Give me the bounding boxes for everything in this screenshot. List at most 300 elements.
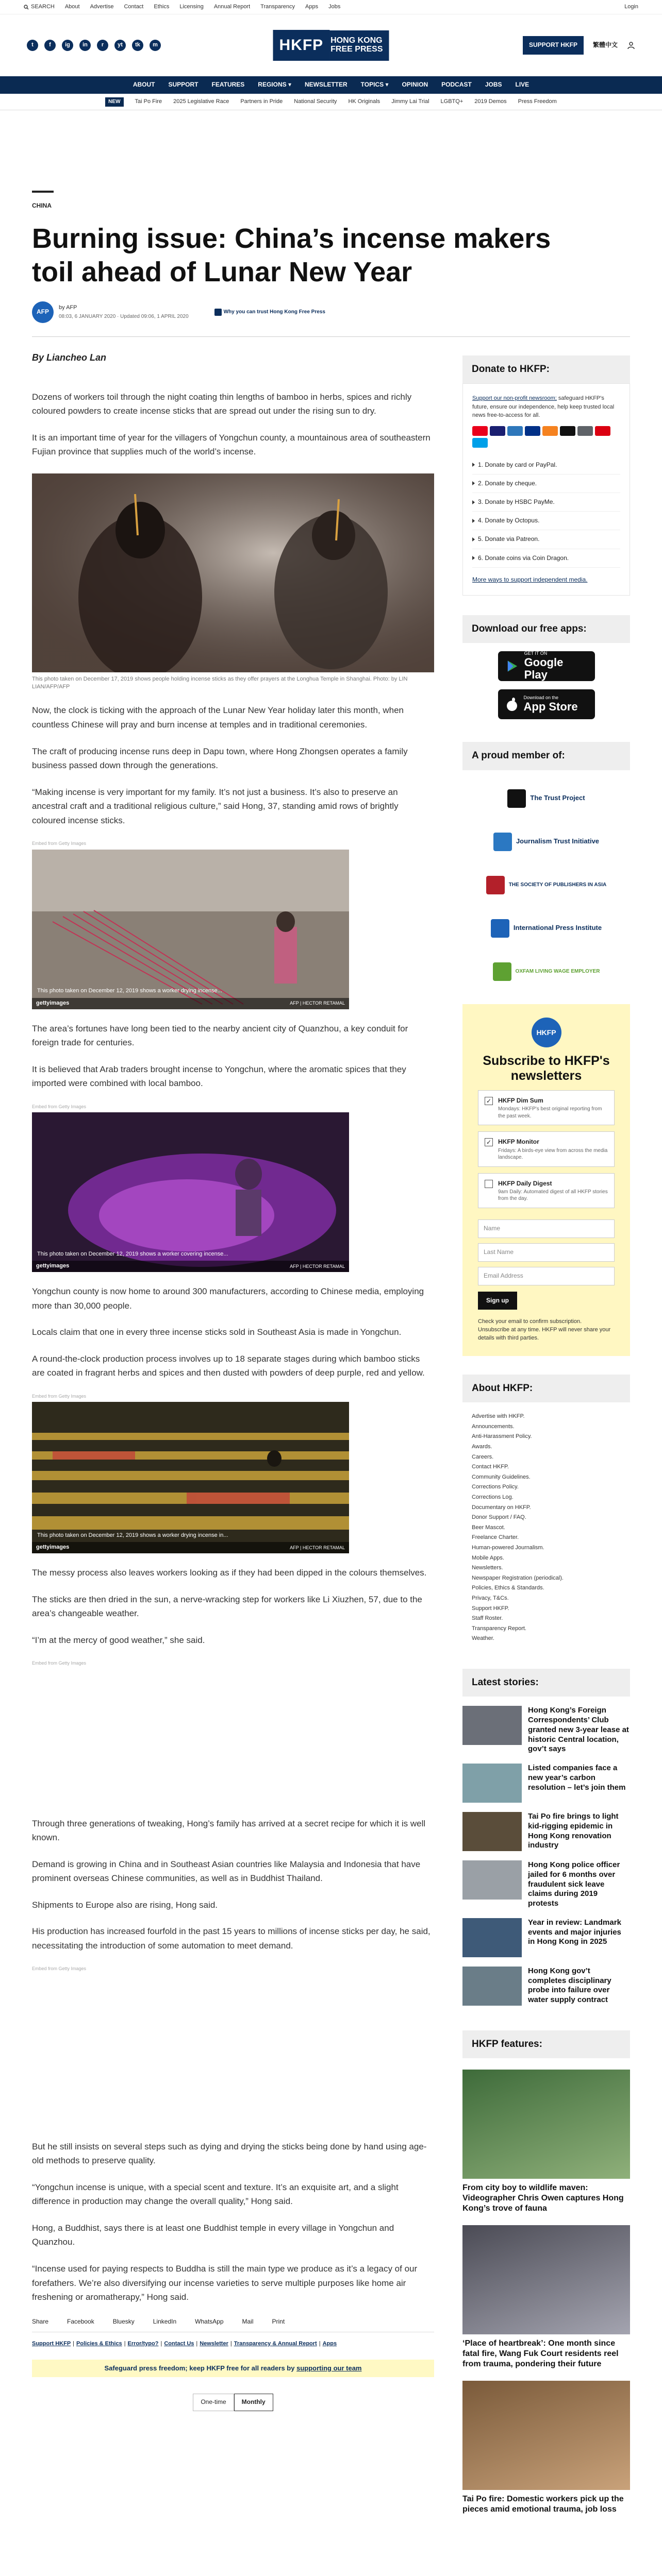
- sub-nav: [0, 94, 662, 110]
- donate-method-label: 3. Donate by HSBC PayMe.: [478, 498, 555, 506]
- subnav-item[interactable]: Jimmy Lai Trial: [391, 98, 429, 105]
- discover-icon: [542, 426, 558, 436]
- about-link[interactable]: [472, 1563, 621, 1573]
- more-ways-link[interactable]: More ways to support independent media.: [472, 575, 588, 583]
- temple-prayer-photo: [32, 473, 434, 672]
- subnav-item[interactable]: HK Originals: [348, 98, 380, 105]
- getty-embed-label: Embed from Getty Images: [32, 1660, 87, 1666]
- payment-cards: [472, 426, 620, 448]
- top-utility-bar: [0, 0, 662, 14]
- newsletter-desc: Fridays: A birds-eye view from across the media landscape.: [498, 1147, 608, 1161]
- social-icon[interactable]: yt: [114, 40, 126, 51]
- language-toggle[interactable]: 繁體中文: [592, 41, 618, 49]
- paragraph: Shipments to Europe also are rising, Hong said.: [32, 1900, 218, 1910]
- paragraph: His production has increased fourfold in the past 15 years to millions of incense sticks per day, he said, necessitating the introduction of some automation to meet demand.: [32, 1926, 431, 1951]
- story-thumbnail[interactable]: [462, 1764, 522, 1803]
- footer-link-separator: |: [73, 2340, 75, 2347]
- paragraph: “Incense used for paying respects to Buddha is still the main type we produce as it’s a legacy of our forefathers. We’re also diversifying our incense varieties to serve multiple purposes like home air freshening or aromatherapy,” Hong said.: [32, 2263, 418, 2302]
- about-link-label: Privacy, T&Cs.: [472, 1595, 509, 1601]
- photo-caption: This photo taken on December 17, 2019 shows people holding incense sticks as they offer prayers at the Longhua Temple in Shanghai. Photo: by LIN LIAN/AFP/AFP: [32, 675, 408, 690]
- topbar-links: [65, 3, 340, 12]
- topbar-link[interactable]: Jobs: [328, 3, 341, 10]
- donate-method[interactable]: [472, 530, 620, 549]
- donate-intro-text: safeguard HKFP's future, ensure our independence, help keep trusted local news free-to-access for all.: [472, 395, 615, 419]
- newsletter-badge: HKFP: [532, 1018, 561, 1047]
- safeguard-text: Safeguard press freedom; keep HKFP free for all readers by: [104, 2364, 295, 2372]
- about-links: [462, 1402, 630, 1653]
- getty-credit: AFP | HECTOR RETAMAL: [290, 1545, 345, 1550]
- about-link-label: Anti-Harassment Policy.: [472, 1433, 532, 1440]
- getty-caption: This photo taken on December 12, 2019 shows a worker drying incense in...: [37, 1532, 228, 1538]
- mastercard-icon: [472, 426, 488, 436]
- about-link[interactable]: [472, 1422, 621, 1432]
- nav-item[interactable]: FEATURES: [211, 81, 245, 89]
- trust-shield-icon: [214, 309, 222, 316]
- getty-credit: AFP | HECTOR RETAMAL: [290, 1001, 345, 1006]
- paragraph: The craft of producing incense runs deep in Dapu town, where Hong Zhongsen operates a family business passed down through the generations.: [32, 746, 408, 771]
- getty-credit: AFP | HECTOR RETAMAL: [290, 1263, 345, 1269]
- about-link[interactable]: [472, 1604, 621, 1614]
- app-store-line2: App Store: [523, 700, 578, 714]
- logo-line-2: FREE PRESS: [330, 45, 383, 54]
- paragraph: It is an important time of year for the villagers of Yongchun county, a mountainous area of southeastern Fujian province that supplies much of the world’s incense.: [32, 432, 431, 457]
- feature-story[interactable]: [462, 2225, 630, 2369]
- sopa-label: THE SOCIETY OF PUBLISHERS IN ASIA: [508, 882, 607, 888]
- about-link-label: Mobile Apps.: [472, 1554, 504, 1561]
- article-author: By Liancheo Lan: [32, 352, 107, 363]
- safeguard-link[interactable]: supporting our team: [296, 2364, 362, 2372]
- newsletter-option[interactable]: [478, 1131, 615, 1166]
- newsletter-title: Subscribe to HKFP's newsletters: [483, 1053, 610, 1083]
- about-link[interactable]: [472, 1553, 621, 1564]
- site-logo[interactable]: [273, 30, 389, 61]
- article-date: 08:03, 6 JANUARY 2020 · Updated 09:06, 1 APRIL 2020: [59, 313, 189, 319]
- about-link[interactable]: [472, 1573, 621, 1584]
- paragraph: Demand is growing in China and in Southeast Asian countries like Malaysia and Indonesia that have prominent overseas Chinese communities, as well as in Buddhist Thailand.: [32, 1859, 421, 1884]
- donation-frequency-toggle: [32, 2394, 434, 2411]
- donate-method-label: 2. Donate by cheque.: [478, 479, 537, 487]
- payme-icon: [595, 426, 610, 436]
- purple-dust-worker-photo: [32, 1112, 349, 1272]
- latest-story[interactable]: [462, 1812, 630, 1851]
- sopa-logo[interactable]: [462, 870, 630, 900]
- about-link[interactable]: [472, 1472, 621, 1483]
- about-link[interactable]: [472, 1523, 621, 1533]
- story-thumbnail[interactable]: [462, 1967, 522, 2006]
- feature-story[interactable]: [462, 2381, 630, 2515]
- paragraph: The area’s fortunes have long been tied to the nearby ancient city of Quanzhou, a key conduit for foreign trade for centuries.: [32, 1023, 408, 1048]
- subnav-item[interactable]: LGBTQ+: [440, 98, 464, 105]
- about-link-label: Support HKFP.: [472, 1605, 509, 1612]
- story-title[interactable]: Hong Kong’s Foreign Correspondents’ Club granted new 3-year lease at historic Central location, gov’t says: [528, 1706, 629, 1754]
- sign-up-button[interactable]: Sign up: [478, 1292, 517, 1310]
- newsletter-option[interactable]: [478, 1173, 615, 1208]
- paragraph: Hong, a Buddhist, says there is at least one Buddhist temple in every village in Yongchun and Quanzhou.: [32, 2223, 394, 2247]
- search-icon: [24, 5, 29, 10]
- trust-project-mark: [507, 789, 526, 808]
- google-play-button[interactable]: [498, 651, 595, 681]
- checkbox[interactable]: ✓: [485, 1097, 493, 1105]
- latest-story[interactable]: [462, 1918, 630, 1957]
- about-link[interactable]: [472, 1624, 621, 1634]
- footer-link[interactable]: Apps: [322, 2340, 337, 2347]
- about-link[interactable]: [472, 1482, 621, 1493]
- topbar-link[interactable]: About: [64, 3, 80, 10]
- oxfam-mark: [493, 962, 511, 981]
- story-thumbnail[interactable]: [462, 1860, 522, 1900]
- footer-link[interactable]: Support HKFP: [32, 2340, 71, 2347]
- story-title[interactable]: Tai Po fire brings to light kid-rigging epidemic in Hong Kong renovation industry: [528, 1812, 619, 1850]
- about-link-label: Policies, Ethics & Standards.: [472, 1585, 544, 1591]
- social-icon[interactable]: in: [79, 40, 91, 51]
- feature-title[interactable]: From city boy to wildlife maven: Videographer Chris Owen captures Hong Kong’s trove of fauna: [462, 2183, 624, 2213]
- donate-method[interactable]: [472, 512, 620, 530]
- member-heading: A proud member of:: [462, 742, 630, 770]
- one-time-option[interactable]: One-time: [193, 2394, 234, 2411]
- account-icon[interactable]: [627, 41, 635, 49]
- topbar-link[interactable]: Advertise: [90, 3, 114, 10]
- nav-item[interactable]: LIVE: [515, 81, 529, 89]
- paragraph: The sticks are then dried in the sun, a nerve-wracking step for workers like Li Xiuzhen, 57, due to the area’s changeable weather.: [32, 1594, 422, 1619]
- getty-bar: [32, 1261, 349, 1272]
- subnav-item[interactable]: 2025 Legislative Race: [173, 98, 229, 105]
- topbar-link[interactable]: Transparency: [260, 3, 295, 10]
- topbar-link[interactable]: Ethics: [154, 3, 170, 10]
- story-title[interactable]: Listed companies face a new year’s carbon resolution – let’s join them: [528, 1764, 626, 1792]
- nav-item[interactable]: REGIONS ▾: [258, 81, 291, 89]
- google-play-line2: Google Play: [524, 656, 564, 682]
- incense-drying-photo: [32, 850, 349, 1009]
- newsletter-name: HKFP Dim Sum: [498, 1097, 543, 1105]
- social-icon[interactable]: f: [44, 40, 56, 51]
- paragraph: Yongchun county is now home to around 300 manufacturers, according to Chinese media, employing more than 30,000 people.: [32, 1286, 424, 1311]
- nav-item[interactable]: NEWSLETTER: [304, 81, 347, 89]
- author-avatar[interactable]: AFP: [32, 301, 54, 323]
- arrow-right-icon: [472, 463, 475, 467]
- article-body: [32, 337, 434, 2515]
- byline: [32, 301, 630, 323]
- footer-link-separator: |: [160, 2340, 162, 2347]
- donate-method-label: 4. Donate by Octopus.: [478, 517, 540, 524]
- octopus-icon: [472, 438, 488, 448]
- search-link[interactable]: [24, 3, 55, 12]
- getty-logo: gettyimages: [36, 999, 70, 1006]
- share-link[interactable]: Bluesky: [112, 2317, 135, 2325]
- article-footer-links: [32, 2340, 434, 2349]
- donate-intro-link[interactable]: Support our non-profit newsroom;: [472, 395, 557, 402]
- support-hkfp-button[interactable]: SUPPORT HKFP: [523, 36, 584, 54]
- arrow-right-icon: [472, 537, 475, 541]
- donate-heading: Donate to HKFP:: [462, 355, 630, 383]
- ipi-label: International Press Institute: [513, 924, 602, 932]
- story-title[interactable]: Hong Kong police officer jailed for 6 months over fraudulent sick leave claims during 2019 protests: [528, 1860, 620, 1908]
- article-title: Burning issue: China’s incense makers toil ahead of Lunar New Year: [32, 223, 551, 287]
- oxfam-label: OXFAM LIVING WAGE EMPLOYER: [515, 968, 600, 974]
- donate-methods: [472, 456, 620, 568]
- getty-embed-3[interactable]: [32, 1402, 349, 1553]
- subnav-item[interactable]: Partners in Pride: [240, 98, 283, 105]
- newsletter-fine-print: Check your email to confirm subscription. Unsubscribe at any time. HKFP will never share your details with third parties.: [478, 1318, 611, 1341]
- getty-embed-2[interactable]: [32, 1112, 349, 1272]
- apple-icon: [505, 697, 519, 711]
- about-link-label: Corrections Log.: [472, 1494, 514, 1500]
- feature-image[interactable]: [462, 2225, 630, 2334]
- share-link[interactable]: Facebook: [67, 2317, 94, 2325]
- oxfam-logo[interactable]: [462, 957, 630, 987]
- latest-heading: Latest stories:: [462, 1669, 630, 1697]
- subnav-item[interactable]: 2019 Demos: [474, 98, 507, 105]
- main-nav: [0, 76, 662, 94]
- paragraph: Dozens of workers toil through the night coating thin lengths of bamboo in herbs, spices and richly coloured powders to create incense sticks that are spread out under the rising sun to dry.: [32, 392, 412, 416]
- why-trust-link[interactable]: [214, 308, 325, 316]
- nav-item[interactable]: ABOUT: [133, 81, 155, 89]
- about-link[interactable]: [472, 1614, 621, 1624]
- getty-embed-placeholder: [32, 1667, 434, 1804]
- latest-story[interactable]: [462, 1764, 630, 1803]
- subnav-item[interactable]: National Security: [294, 98, 337, 105]
- feature-image[interactable]: [462, 2381, 630, 2490]
- byline-author[interactable]: by AFP: [59, 304, 77, 311]
- social-icon[interactable]: r: [97, 40, 108, 51]
- footer-link[interactable]: Error/typo?: [127, 2340, 159, 2347]
- footer-link[interactable]: Newsletter: [200, 2340, 228, 2347]
- about-link[interactable]: [472, 1513, 621, 1523]
- logo-mark: HKFP: [273, 30, 329, 61]
- arrow-right-icon: [472, 519, 475, 523]
- ipi-logo[interactable]: [462, 913, 630, 943]
- search-label: SEARCH: [31, 3, 55, 10]
- paragraph: “Making incense is very important for my family. It’s not just a business. It’s also to preserve an ancestral craft and a traditional religious culture,” said Hong, 37, standing amid rows of brightly coloured incense sticks.: [32, 787, 399, 825]
- about-link-label: Freelance Charter.: [472, 1534, 519, 1541]
- about-link-label: Beer Mascot.: [472, 1524, 505, 1531]
- footer-link-separator: |: [124, 2340, 126, 2347]
- app-store-line1: Download on the: [523, 695, 559, 701]
- checkbox[interactable]: [485, 1180, 493, 1188]
- apple-pay-icon: [560, 426, 575, 436]
- donate-method[interactable]: [472, 456, 620, 474]
- paragraph: Now, the clock is ticking with the approach of the Lunar New Year holiday later this month, when countless Chinese will pray and burn incense at temples and in traditional ceremonies.: [32, 705, 404, 730]
- apps-heading: Download our free apps:: [462, 615, 630, 643]
- about-link-label: Transparency Report.: [472, 1625, 526, 1632]
- social-icon[interactable]: m: [150, 40, 161, 51]
- getty-bar: [32, 1542, 349, 1553]
- donate-method-label: 6. Donate coins via Coin Dragon.: [478, 554, 569, 562]
- about-link-label: Human-powered Journalism.: [472, 1544, 544, 1551]
- about-link[interactable]: [472, 1442, 621, 1452]
- share-link[interactable]: Print: [272, 2317, 285, 2325]
- about-link-label: Staff Roster.: [472, 1615, 503, 1622]
- paragraph: “Yongchun incense is unique, with a special scent and texture. It’s an exquisite art, and a slight difference in production may change the overall quality,” Hong said.: [32, 2182, 399, 2207]
- article-category[interactable]: CHINA: [32, 202, 52, 209]
- donate-method[interactable]: [472, 474, 620, 493]
- topbar-link[interactable]: Contact: [124, 3, 144, 10]
- social-icon[interactable]: tk: [132, 40, 143, 51]
- getty-embed-label: Embed from Getty Images: [32, 1393, 87, 1399]
- ipi-mark: [491, 919, 509, 938]
- feature-story[interactable]: [462, 2070, 630, 2214]
- subnav-items: [135, 97, 557, 107]
- latest-story[interactable]: [462, 1967, 630, 2006]
- story-thumbnail[interactable]: [462, 1812, 522, 1851]
- share-link[interactable]: WhatsApp: [195, 2317, 224, 2325]
- getty-embed-label: Embed from Getty Images: [32, 1966, 87, 1972]
- latest-stories: [462, 1706, 630, 2006]
- email-input[interactable]: Email Address: [478, 1267, 615, 1285]
- newsletter-desc: 9am Daily: Automated digest of all HKFP stories from the day.: [498, 1189, 608, 1202]
- newsletter-options: [478, 1090, 615, 1208]
- nav-item[interactable]: SUPPORT: [168, 81, 198, 89]
- safeguard-banner: [32, 2360, 434, 2377]
- getty-embed-1[interactable]: [32, 850, 349, 1009]
- about-link-label: Newsletters.: [472, 1565, 503, 1571]
- share-link[interactable]: LinkedIn: [153, 2317, 177, 2325]
- getty-bar: [32, 998, 349, 1009]
- about-link[interactable]: [472, 1462, 621, 1472]
- trust-project-label: The Trust Project: [530, 794, 585, 802]
- jti-mark: [493, 833, 512, 851]
- about-link-label: Corrections Policy.: [472, 1484, 519, 1490]
- getty-embed-label: Embed from Getty Images: [32, 841, 87, 846]
- arrow-right-icon: [472, 500, 475, 504]
- login-link[interactable]: Login: [624, 3, 638, 10]
- nav-item[interactable]: PODCAST: [441, 81, 472, 89]
- about-link-label: Newspaper Registration (periodical).: [472, 1574, 564, 1581]
- about-link[interactable]: [472, 1493, 621, 1503]
- getty-logo: gettyimages: [36, 1263, 70, 1269]
- why-trust-label: Why you can trust Hong Kong Free Press: [223, 309, 325, 315]
- about-heading: About HKFP:: [462, 1375, 630, 1402]
- new-badge: NEW: [105, 97, 123, 107]
- paragraph: It is believed that Arab traders brought incense to Yongchun, where the aromatic spices that they imported were combined with local bamboo.: [32, 1064, 406, 1089]
- paragraph: Through three generations of tweaking, Hong’s family has arrived at a secret recipe for which it is well known.: [32, 1818, 426, 1843]
- about-link-label: Contact HKFP.: [472, 1464, 509, 1470]
- about-link-label: Community Guidelines.: [472, 1473, 531, 1480]
- getty-embed-placeholder: [32, 1973, 434, 2127]
- nav-item[interactable]: OPINION: [402, 81, 428, 89]
- share-link[interactable]: Mail: [242, 2317, 254, 2325]
- share-bar: [32, 2317, 434, 2332]
- footer-link-separator: |: [319, 2340, 321, 2347]
- topbar-link[interactable]: Annual Report: [213, 3, 251, 10]
- feature-stories: [462, 2070, 630, 2515]
- about-link-label: Documentary on HKFP.: [472, 1504, 531, 1511]
- about-link[interactable]: [472, 1583, 621, 1594]
- story-thumbnail[interactable]: [462, 1918, 522, 1957]
- arrow-right-icon: [472, 481, 475, 485]
- getty-caption: This photo taken on December 12, 2019 shows a worker drying incense...: [37, 988, 222, 994]
- paypal-icon: [525, 426, 540, 436]
- site-header: [0, 14, 662, 76]
- google-play-line1: GET IT ON: [524, 651, 548, 656]
- paragraph: The messy process also leaves workers looking as if they had been dipped in the colours themselves.: [32, 1568, 427, 1578]
- getty-embed-label: Embed from Getty Images: [32, 1104, 87, 1109]
- sidebar: [462, 337, 630, 2515]
- article-photo-1[interactable]: [32, 473, 434, 672]
- about-link[interactable]: [472, 1543, 621, 1553]
- jti-logo[interactable]: [462, 827, 630, 857]
- story-title[interactable]: Hong Kong gov’t completes disciplinary probe into failure over water supply contract: [528, 1966, 611, 2005]
- social-icon[interactable]: ig: [62, 40, 73, 51]
- trust-project-logo[interactable]: [462, 784, 630, 814]
- getty-caption: This photo taken on December 12, 2019 shows a worker covering incense...: [37, 1250, 228, 1257]
- footer-link-separator: |: [196, 2340, 198, 2347]
- visa-icon: [490, 426, 505, 436]
- about-link[interactable]: [472, 1412, 621, 1422]
- donate-intro: [472, 394, 620, 420]
- google-play-icon: [505, 659, 519, 673]
- subnav-item[interactable]: Press Freedom: [518, 98, 557, 105]
- last-name-input[interactable]: Last Name: [478, 1243, 615, 1262]
- feature-title[interactable]: ‘Place of heartbreak’: One month since fatal fire, Wang Fuk Court residents reel from trauma, pondering their future: [462, 2339, 619, 2369]
- paragraph: But he still insists on several steps such as dying and drying the sticks being done by hand using age-old methods to preserve quality.: [32, 2141, 427, 2166]
- latest-story[interactable]: [462, 1860, 630, 1909]
- donate-method-label: 5. Donate via Patreon.: [478, 535, 540, 543]
- donate-method-label: 1. Donate by card or PayPal.: [478, 461, 557, 468]
- story-title[interactable]: Year in review: Landmark events and major injuries in Hong Kong in 2025: [528, 1918, 621, 1946]
- story-thumbnail[interactable]: [462, 1706, 522, 1745]
- share-link[interactable]: Share: [32, 2317, 49, 2325]
- paragraph: A round-the-clock production process involves up to 18 separate stages during which bamboo sticks are coated in fragrant herbs and spices and then dusted with powders of deep purple, red and yellow.: [32, 1353, 425, 1378]
- name-input[interactable]: Name: [478, 1219, 615, 1238]
- google-pay-icon: [577, 426, 593, 436]
- newsletter-name: HKFP Daily Digest: [498, 1179, 552, 1187]
- social-icons: [27, 40, 161, 51]
- about-link-label: Donor Support / FAQ.: [472, 1514, 526, 1521]
- about-link[interactable]: [472, 1634, 621, 1644]
- topbar-link[interactable]: Licensing: [179, 3, 204, 10]
- subnav-item[interactable]: Tai Po Fire: [135, 98, 162, 105]
- about-link-label: Advertise with HKFP.: [472, 1413, 525, 1420]
- footer-link[interactable]: Policies & Ethics: [76, 2340, 122, 2347]
- nav-item[interactable]: TOPICS ▾: [360, 81, 389, 89]
- about-link-label: Announcements.: [472, 1423, 515, 1430]
- footer-link[interactable]: Transparency & Annual Report: [234, 2340, 317, 2347]
- about-link-label: Careers.: [472, 1453, 494, 1460]
- arrow-right-icon: [472, 556, 475, 560]
- newsletter-desc: Mondays: HKFP's best original reporting from the past week.: [498, 1106, 602, 1119]
- amex-icon: [507, 426, 523, 436]
- logo-wordmark: [329, 30, 389, 61]
- donate-method[interactable]: [472, 493, 620, 512]
- paragraph: “I’m at the mercy of good weather,” she said.: [32, 1635, 205, 1645]
- newsletter-option[interactable]: [478, 1090, 615, 1125]
- about-link[interactable]: [472, 1432, 621, 1442]
- checkbox[interactable]: ✓: [485, 1138, 493, 1146]
- jti-label: Journalism Trust Initiative: [516, 837, 600, 845]
- about-link[interactable]: [472, 1533, 621, 1543]
- features-heading: HKFP features:: [462, 2030, 630, 2058]
- footer-link[interactable]: Contact Us: [164, 2340, 194, 2347]
- nav-item[interactable]: JOBS: [485, 81, 502, 89]
- about-link[interactable]: [472, 1503, 621, 1513]
- social-icon[interactable]: t: [27, 40, 38, 51]
- donate-box: [462, 383, 630, 596]
- app-store-button[interactable]: [498, 689, 595, 719]
- footer-link-separator: |: [230, 2340, 232, 2347]
- feature-title[interactable]: Tai Po fire: Domestic workers pick up the pieces amid emotional trauma, job loss: [462, 2495, 624, 2514]
- newsletter-name: HKFP Monitor: [498, 1138, 539, 1146]
- donate-method[interactable]: [472, 549, 620, 568]
- monthly-option[interactable]: Monthly: [234, 2394, 273, 2411]
- about-link[interactable]: [472, 1594, 621, 1604]
- about-link[interactable]: [472, 1452, 621, 1463]
- topbar-link[interactable]: Apps: [305, 3, 319, 10]
- latest-story[interactable]: [462, 1706, 630, 1754]
- getty-logo: gettyimages: [36, 1544, 70, 1551]
- about-link-label: Awards.: [472, 1444, 492, 1450]
- feature-image[interactable]: [462, 2070, 630, 2179]
- kicker-bar: [32, 191, 54, 193]
